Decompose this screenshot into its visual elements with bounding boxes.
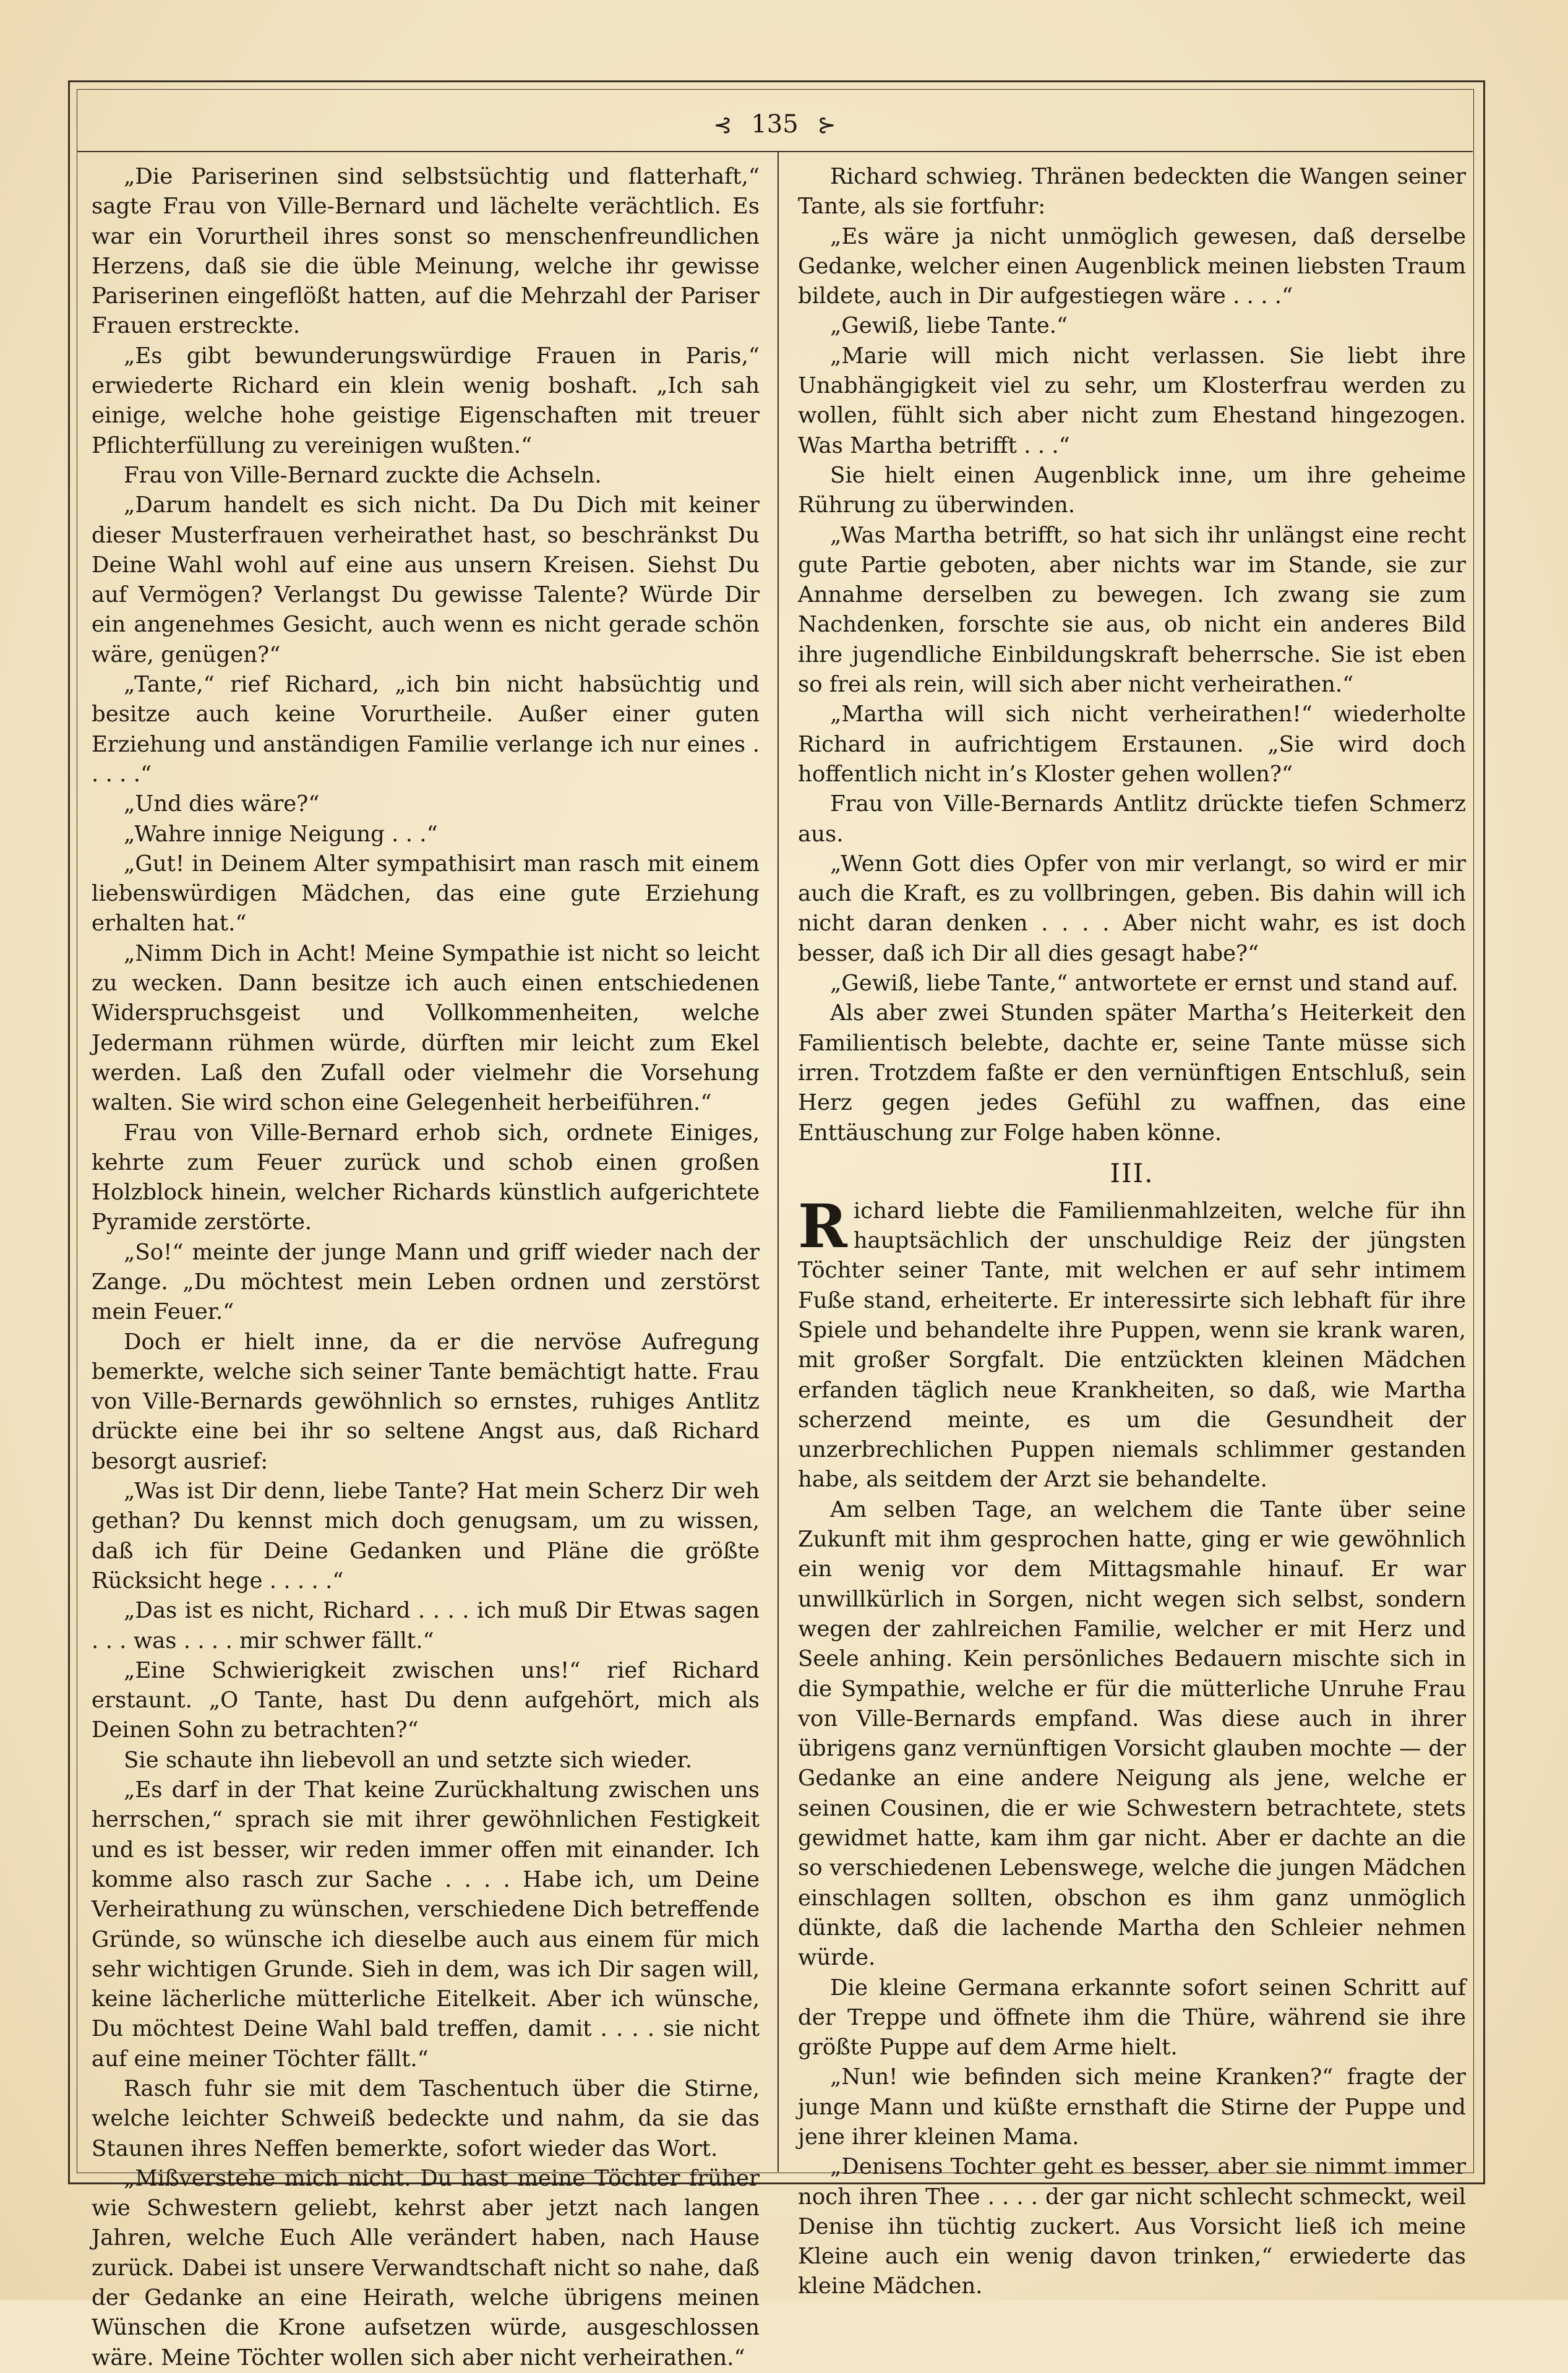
paragraph: „Mißverstehe mich nicht. Du hast meine Töchter früher wie Schwestern geliebt, kehrst aber jetzt nach langen Jahren, welche Euch Alle verändert haben, nach Hause zurück. Dabei ist unsere Verwandtschaft nicht so nahe, daß der Gedanke an eine Heirath, welche übrigens meinen Wünschen die Krone aufsetzen würde, ausgeschlossen wäre. Meine Töchter wollen sich aber nicht verheirathen.“ <box>92 2165 760 2371</box>
column-rule <box>778 151 779 2172</box>
paragraph: Sie schaute ihn liebevoll an und setzte sich wieder. <box>124 1747 692 1773</box>
paragraph: Rasch fuhr sie mit dem Taschentuch über die Stirne, welche leichter Schweiß bedeckte und nahm, da sie das Staunen ihres Neffen bemerkte, sofort wieder das Wort. <box>92 2076 760 2161</box>
paragraph: „So!“ meinte der junge Mann und griff wieder nach der Zange. „Du möchtest mein Leben ordnen und zerstörst mein Feuer.“ <box>92 1239 760 1325</box>
paragraph: „Denisens Tochter geht es besser, aber sie nimmt immer noch ihren Thee . . . . der gar nicht schlecht schmeckt, weil Denise ihn tüchtig zuckert. Aus Vorsicht ließ ich meine Kleine auch ein wenig davon trinken,“ erwiederte das kleine Mädchen. <box>798 2154 1466 2299</box>
paragraph: Am selben Tage, an welchem die Tante über seine Zukunft mit ihm gesprochen hatte, ging er wie gewöhnlich ein wenig vor dem Mittagsmahle hinauf. Er war unwillkürlich in Sorgen, nicht wegen sich selbst, sondern wegen der zahlreichen Familie, welcher er mit Herz und Seele anhing. Kein persönliches Bedauern mischte sich in die Sympathie, welche er für die mütterliche Unruhe Frau von Ville-Bernards empfand. Was diese auch in ihrer übrigens ganz vernünftigen Vorsicht glauben mochte — der Gedanke an eine andere Neigung als jene, welche er seinen Cousinen, die er wie Schwestern betrachtete, stets gewidmet hatte, kam ihm gar nicht. Aber er dachte an die so verschiedenen Lebenswege, welche die jungen Mädchen einschlagen sollten, obschon es ihm ganz unmöglich dünkte, daß die lachende Martha den Schleier nehmen würde. <box>798 1496 1466 1971</box>
paragraph: „Tante,“ rief Richard, „ich bin nicht habsüchtig und besitze auch keine Vorurtheile. Außer einer guten Erziehung und anständigen Familie verlange ich nur eines . . . . .“ <box>92 672 760 787</box>
paragraph: „Es wäre ja nicht unmöglich gewesen, daß derselbe Gedanke, welcher einen Augenblick meinen liebsten Traum bildete, auch in Dir aufgestiegen wäre . . . .“ <box>798 223 1466 309</box>
page-header <box>77 109 1473 141</box>
paragraph: „Die Pariserinen sind selbstsüchtig und flatterhaft,“ sagte Frau von Ville-Bernard und lächelte verächtlich. Es war ein Vorurtheil ihres sonst so menschenfreundlichen Herzens, daß sie die üble Meinung, welche ihr gewisse Pariserinen eingeflößt hatten, auf die Mehrzahl der Pariser Frauen erstreckte. <box>92 164 760 339</box>
paragraph: „Und dies wäre?“ <box>124 791 320 817</box>
paragraph: „Was Martha betrifft, so hat sich ihr unlängst eine recht gute Partie geboten, aber nichts war im Stande, sie zur Annahme derselben zu bewegen. Ich zwang sie zum Nachdenken, forschte sie aus, ob nicht ein anderes Bild ihre jugendliche Einbildungskraft beherrsche. Sie ist eben so frei als rein, will sich aber nicht verheirathen.“ <box>798 522 1466 698</box>
paragraph-text: ichard liebte die Familienmahlzeiten, welche für ihn hauptsächlich der unschuldige Reiz der jüngsten Töchter seiner Tante, mit welchen er auf sehr intimem Fuße stand, erheiterte. Er interessirte sich lebhaft für ihre Spiele und behandelte ihre Puppen, wenn sie krank waren, mit großer Sorgfalt. Die entzückten kleinen Mädchen erfanden täglich neue Krankheiten, so daß, wie Martha scherzend meinte, es um die Gesundheit der unzerbrechlichen Puppen niemals schlimmer gestanden habe, als seitdem der Arzt sie behandelte. <box>798 1198 1466 1493</box>
drop-cap: R <box>798 1191 847 1261</box>
page-number: 135 <box>751 110 799 139</box>
paragraph: Frau von Ville-Bernard erhob sich, ordnete Einiges, kehrte zum Feuer zurück und schob einen großen Holzblock hinein, welcher Richards künstlich aufgerichtete Pyramide zerstörte. <box>92 1120 760 1235</box>
paragraph: „Gewiß, liebe Tante.“ <box>830 313 1068 339</box>
header-rule <box>77 151 1473 152</box>
paragraph: „Was ist Dir denn, liebe Tante? Hat mein Scherz Dir weh gethan? Du kennst mich doch genugsam, um zu wissen, daß ich für Deine Gedanken und Pläne die größte Rücksicht hege . . . . .“ <box>92 1478 760 1594</box>
paragraph: Als aber zwei Stunden später Martha’s Heiterkeit den Familientisch belebte, dachte er, seine Tante müsse sich irren. Trotzdem faßte er den vernünftigen Entschluß, sein Herz gegen jedes Gefühl zu waffnen, das eine Enttäuschung zur Folge haben könne. <box>798 1000 1466 1146</box>
paragraph: „Wenn Gott dies Opfer von mir verlangt, so wird er mir auch die Kraft, es zu vollbringen, geben. Bis dahin will ich nicht daran denken . . . . Aber nicht wahr, es ist doch besser, daß ich Dir all dies gesagt habe?“ <box>798 851 1466 966</box>
ornament-right-icon: ⊱ <box>817 113 836 138</box>
ornament-left-icon: ⊰ <box>713 113 732 138</box>
paragraph: Frau von Ville-Bernards Antlitz drückte tiefen Schmerz aus. <box>798 791 1466 847</box>
paragraph: „Gewiß, liebe Tante,“ antwortete er ernst und stand auf. <box>830 971 1459 997</box>
paragraph: „Das ist es nicht, Richard . . . . ich muß Dir Etwas sagen . . . was . . . . mir schwer fällt.“ <box>92 1598 760 1654</box>
paragraph: Doch er hielt inne, da er die nervöse Aufregung bemerkte, welche sich seiner Tante bemächtigt hatte. Frau von Ville-Bernards gewöhnlich so ernstes, ruhiges Antlitz drückte eine bei ihr so seltene Angst aus, daß Richard besorgt ausrief: <box>92 1329 760 1474</box>
paragraph: „Nimm Dich in Acht! Meine Sympathie ist nicht so leicht zu wecken. Dann besitze ich auch einen entschiedenen Widerspruchsgeist und Vollkommenheiten, welche Jedermann rühmen würde, dürften mir leicht zum Ekel werden. Laß den Zufall oder vielmehr die Vorsehung walten. Sie wird schon eine Gelegenheit herbeiführen.“ <box>92 940 760 1116</box>
section-heading: III. <box>1110 1157 1154 1188</box>
paragraph: Sie hielt einen Augenblick inne, um ihre geheime Rührung zu überwinden. <box>798 462 1466 518</box>
paragraph: Die kleine Germana erkannte sofort seinen Schritt auf der Treppe und öffnete ihm die Thüre, während sie ihre größte Puppe auf dem Arme hielt. <box>798 1975 1466 2061</box>
left-column <box>92 162 760 2371</box>
paragraph: „Marie will mich nicht verlassen. Sie liebt ihre Unabhängigkeit viel zu sehr, um Klosterfrau werden zu wollen, fühlt sich aber nicht zum Ehestand hingezogen. Was Martha betrifft . . .“ <box>798 343 1466 458</box>
paragraph: Frau von Ville-Bernard zuckte die Achseln. <box>124 462 602 488</box>
paragraph: „Eine Schwierigkeit zwischen uns!“ rief Richard erstaunt. „O Tante, hast Du denn aufgehört, mich als Deinen Sohn zu betrachten?“ <box>92 1657 760 1743</box>
paragraph: „Nun! wie befinden sich meine Kranken?“ fragte der junge Mann und küßte ernsthaft die Stirne der Puppe und jene ihrer kleinen Mama. <box>798 2064 1466 2150</box>
paragraph: „Gut! in Deinem Alter sympathisirt man rasch mit einem liebenswürdigen Mädchen, das eine gute Erziehung erhalten hat.“ <box>92 851 760 937</box>
paragraph: „Es darf in der That keine Zurückhaltung zwischen uns herrschen,“ sprach sie mit ihrer gewöhnlichen Festigkeit und es ist besser, wir reden immer offen mit einander. Ich komme also rasch zur Sache . . . . Habe ich, um Deine Verheirathung zu wünschen, verschiedene Dich betreffende Gründe, so wünsche ich dieselbe auch aus einem für mich sehr wichtigen Grunde. Sieh in dem, was ich Dir sagen will, keine lächerliche mütterliche Eitelkeit. Aber ich wünsche, Du möchtest Deine Wahl bald treffen, damit . . . . sie nicht auf eine meiner Töchter fällt.“ <box>92 1777 760 2072</box>
paragraph: Richard schwieg. Thränen bedeckten die Wangen seiner Tante, als sie fortfuhr: <box>798 164 1466 220</box>
paragraph: „Darum handelt es sich nicht. Da Du Dich mit keiner dieser Musterfrauen verheirathet hast, so beschränkst Du Deine Wahl wohl auf eine aus unsern Kreisen. Siehst Du auf Vermögen? Verlangst Du gewisse Talente? Würde Dir ein angenehmes Gesicht, auch wenn es nicht gerade schön wäre, genügen?“ <box>92 492 760 667</box>
paragraph: „Es gibt bewunderungswürdige Frauen in Paris,“ erwiederte Richard ein klein wenig boshaft. „Ich sah einige, welche hohe geistige Eigenschaften mit treuer Pflichterfüllung zu vereinigen wußten.“ <box>92 343 760 458</box>
right-column <box>798 162 1466 2299</box>
paragraph: „Wahre innige Neigung . . .“ <box>124 821 438 847</box>
paragraph-drop-cap <box>798 1191 1466 1495</box>
paragraph: „Martha will sich nicht verheirathen!“ wiederholte Richard in aufrichtigem Erstaunen. „Sie wird doch hoffentlich nicht in’s Kloster gehen wollen?“ <box>798 702 1466 787</box>
